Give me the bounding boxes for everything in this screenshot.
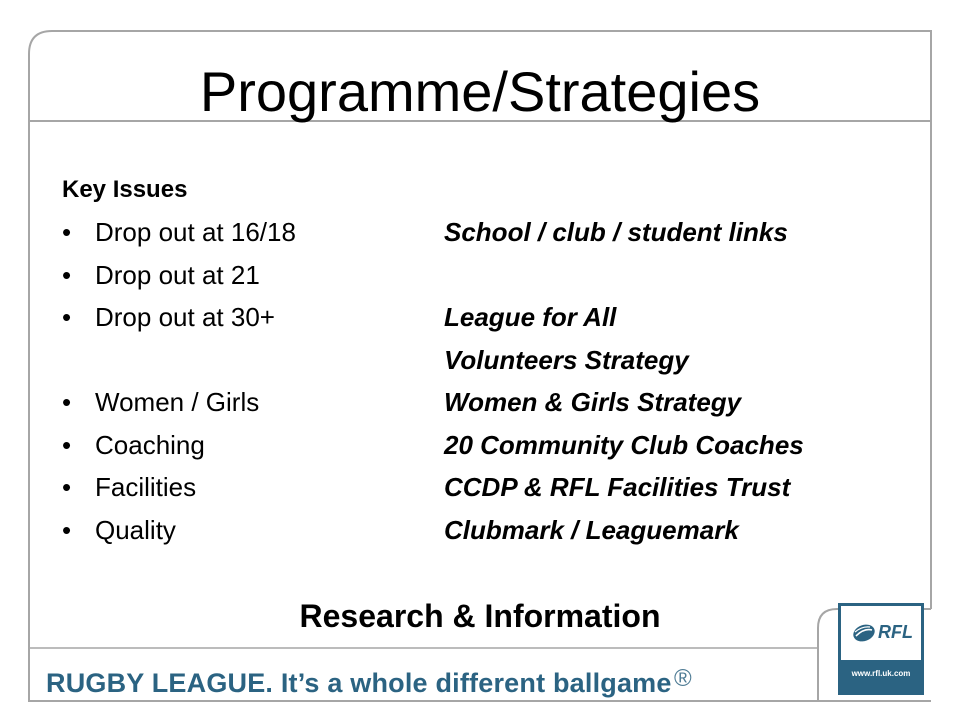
issue-text: Quality: [95, 514, 176, 545]
list-item: [62, 341, 922, 384]
logo-url: www.rfl.uk.com: [851, 669, 911, 678]
research-heading: Research & Information: [299, 598, 661, 634]
bullet: •: [62, 472, 72, 502]
list-item: [62, 298, 922, 341]
footer-tagline: [46, 665, 692, 699]
issue-text: Drop out at 30+: [95, 302, 275, 332]
strategy-text: Volunteers Strategy: [444, 344, 689, 375]
tagline-text: RUGBY LEAGUE. It’s a whole different ballgame: [46, 668, 672, 698]
bullet: •: [62, 387, 72, 417]
list-item: [62, 256, 922, 299]
bullet: •: [62, 217, 72, 247]
rugby-ball-icon: [852, 624, 876, 642]
strategy-text: Clubmark / Leaguemark: [444, 514, 739, 545]
rfl-logo: [838, 603, 924, 695]
bullet: •: [62, 514, 72, 545]
logo-text: RFL: [878, 622, 913, 642]
logo-panel: [841, 606, 921, 660]
strategy-text: 20 Community Club Coaches: [444, 429, 804, 460]
bullet: •: [62, 259, 72, 290]
strategy-text: Women & Girls Strategy: [444, 387, 742, 417]
bullet: •: [62, 429, 72, 460]
list-item: [62, 511, 922, 554]
slide-title: Programme/Strategies: [199, 60, 761, 123]
key-issues-heading: Key Issues: [62, 176, 188, 203]
bullet: •: [62, 302, 72, 332]
issue-text: Facilities: [95, 472, 197, 502]
strategy-text: League for All: [444, 302, 617, 332]
strategy-text: CCDP & RFL Facilities Trust: [444, 472, 791, 502]
list-item: [62, 383, 922, 426]
issue-text: Coaching: [95, 429, 205, 460]
issue-text: Drop out at 21: [95, 259, 260, 290]
registered-mark: ®: [673, 665, 692, 692]
strategy-text: School / club / student links: [444, 217, 788, 247]
list-item: [62, 213, 922, 256]
issue-text: Women / Girls: [95, 387, 260, 417]
list-item: [62, 426, 922, 469]
list-item: [62, 468, 922, 511]
issues-list: [62, 213, 922, 553]
issue-text: Drop out at 16/18: [95, 217, 296, 247]
